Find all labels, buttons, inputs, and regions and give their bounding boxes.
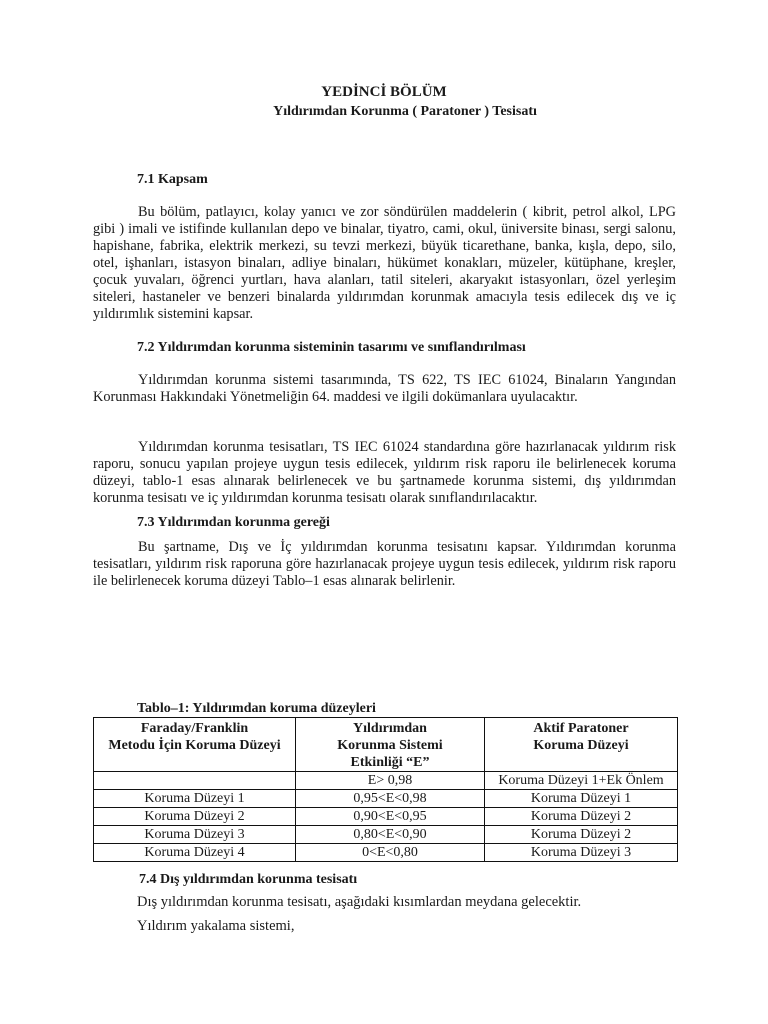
header-text: Koruma Düzeyi — [533, 738, 629, 753]
header-active-paratoner — [485, 718, 678, 772]
table-cell: E> 0,98 — [296, 772, 485, 790]
table-row — [94, 844, 678, 862]
table-row — [94, 808, 678, 826]
section-paragraph-7-2b — [93, 439, 676, 507]
table-header-row — [94, 718, 678, 772]
table-row — [94, 826, 678, 844]
header-efficiency — [296, 718, 485, 772]
paragraph-text: Yıldırımdan korunma sistemi tasarımında, TS 622, TS IEC 61024, Binaların Yangından Korunması Hakkındaki Yönetmeliğin 64. maddesi ve ilgili dokümanlara uyulacaktır. — [93, 372, 676, 405]
table-cell: Koruma Düzeyi 2 — [485, 808, 678, 826]
protection-levels-table — [93, 717, 678, 862]
table-cell: Koruma Düzeyi 1 — [94, 790, 296, 808]
header-faraday-franklin — [94, 718, 296, 772]
header-text: Aktif Paratoner — [533, 721, 629, 736]
section-line-7-4a: Dış yıldırımdan korunma tesisatı, aşağıdaki kısımlardan meydana gelecektir. — [137, 894, 582, 910]
section-paragraph-7-3 — [93, 539, 676, 590]
header-text: Metodu İçin Koruma Düzeyi — [108, 738, 281, 753]
table-cell: Koruma Düzeyi 3 — [94, 826, 296, 844]
paragraph-text: Bu şartname, Dış ve İç yıldırımdan korunma tesisatını kapsar. Yıldırımdan korunma tesisatları, yıldırım risk raporuna göre hazırlanacak projeye uygun tesis edilecek, yıldırım risk raporu ile belirlenecek koruma düzeyi Tablo–1 esas alınarak belirlenir. — [93, 539, 676, 589]
table-cell: Koruma Düzeyi 3 — [485, 844, 678, 862]
table-cell — [94, 772, 296, 790]
header-text: Etkinliği “E” — [350, 755, 430, 770]
section-line-7-4b: Yıldırım yakalama sistemi, — [137, 918, 295, 934]
table-cell: Koruma Düzeyi 2 — [94, 808, 296, 826]
chapter-title: YEDİNCİ BÖLÜM — [321, 84, 447, 100]
table-row — [94, 790, 678, 808]
section-heading-7-2: 7.2 Yıldırımdan korunma sisteminin tasarımı ve sınıflandırılması — [137, 340, 526, 355]
table-caption: Tablo–1: Yıldırımdan koruma düzeyleri — [137, 701, 376, 716]
table-cell: Koruma Düzeyi 4 — [94, 844, 296, 862]
table-cell: 0,95<E<0,98 — [296, 790, 485, 808]
chapter-subtitle: Yıldırımdan Korunma ( Paratoner ) Tesisatı — [273, 104, 537, 119]
table-cell: 0<E<0,80 — [296, 844, 485, 862]
section-heading-7-1: 7.1 Kapsam — [137, 172, 208, 187]
table-row — [94, 772, 678, 790]
table-cell: 0,90<E<0,95 — [296, 808, 485, 826]
header-text: Korunma Sistemi — [337, 738, 443, 753]
table-cell: Koruma Düzeyi 2 — [485, 826, 678, 844]
table-cell: Koruma Düzeyi 1+Ek Önlem — [485, 772, 678, 790]
section-heading-7-4: 7.4 Dış yıldırımdan korunma tesisatı — [139, 872, 358, 887]
table-cell: Koruma Düzeyi 1 — [485, 790, 678, 808]
section-paragraph-7-1 — [93, 204, 676, 323]
table-cell: 0,80<E<0,90 — [296, 826, 485, 844]
header-text: Yıldırımdan — [353, 721, 427, 736]
section-heading-7-3: 7.3 Yıldırımdan korunma gereği — [137, 515, 330, 530]
paragraph-text: Bu bölüm, patlayıcı, kolay yanıcı ve zor söndürülen maddelerin ( kibrit, petrol alkol, LPG gibi ) imali ve istifinde kullanılan depo ve binalar, tiyatro, cami, okul, üniversite binası, sergi salonu, hapishane, fabrika, elektrik merkezi, su tevzi merkezi, büyük ticarethane, banka, kışla, depo, silo, otel, işhanları, istasyon binaları, adliye binaları, hükümet konakları, müzeler, kütüphane, kreşler, çocuk yuvaları, öğrenci yurtları, hava alanları, tatil siteleri, akaryakıt istasyonları, özel yerleşim siteleri, hastaneler ve benzeri binalarda yıldırımdan korunmak amacıyla tesis edilecek dış ve iç yıldırımlık sistemini kapsar. — [93, 204, 676, 322]
paragraph-text: Yıldırımdan korunma tesisatları, TS IEC 61024 standardına göre hazırlanacak yıldırım risk raporu, sonucu yapılan projeye uygun tesis edilecek, yıldırım risk raporu ile belirlenecek koruma düzeyi, tablo-1 esas alınarak belirlenecek ve bu şartnamede korunma sistemi, dış yıldırımdan korunma tesisatı ve iç yıldırımdan korunma tesisatı olarak sınıflandırılacaktır. — [93, 439, 676, 506]
header-text: Faraday/Franklin — [140, 721, 249, 736]
section-paragraph-7-2a — [93, 372, 676, 406]
